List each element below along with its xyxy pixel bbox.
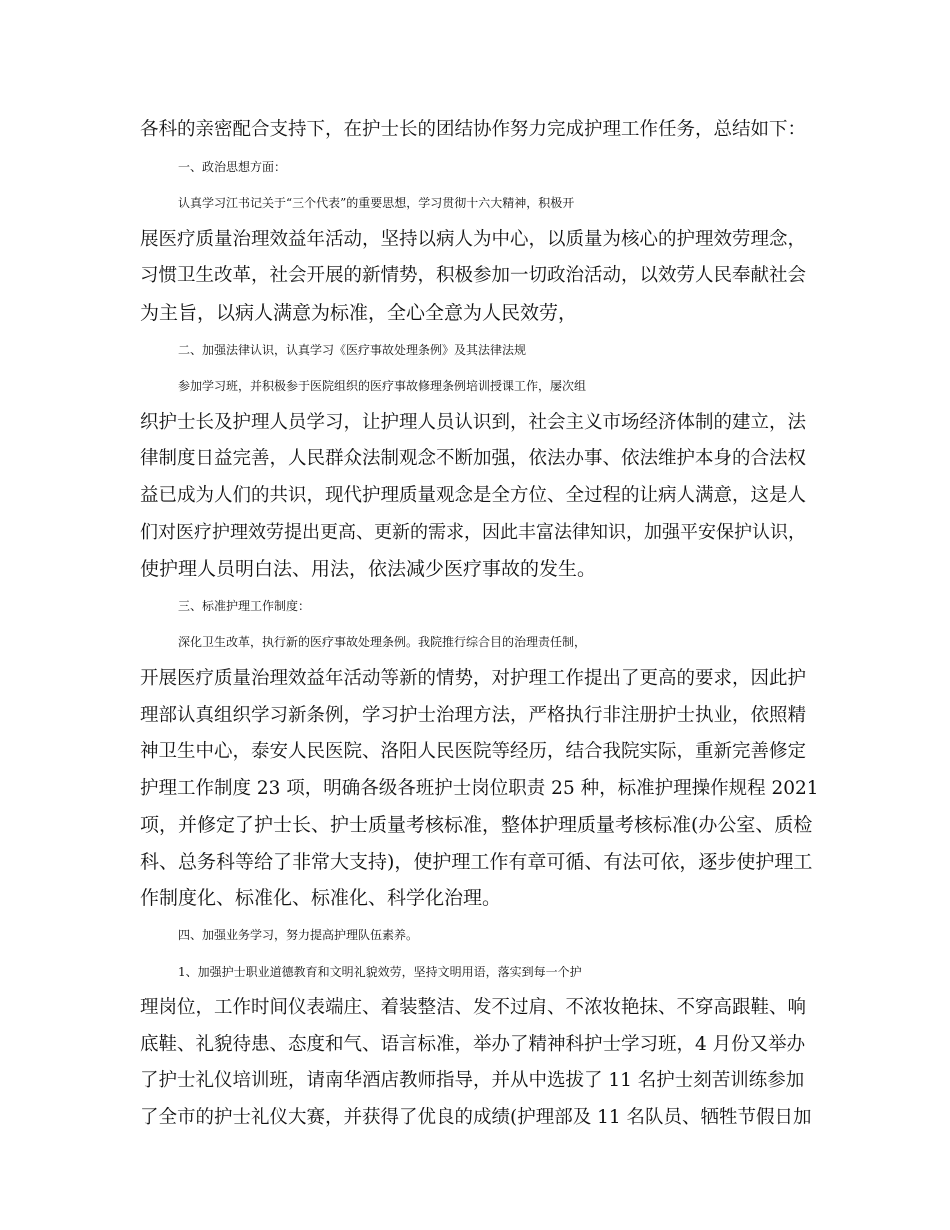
text-line: 使护理人员明白法、用法，依法减少医疗事故的发生。 xyxy=(140,558,597,581)
text-line: 参加学习班，并积极参于医院组织的医疗事故修理条例培训授课工作，屡次组 xyxy=(178,379,587,394)
text-line: 了护士礼仪培训班，请南华酒店教师指导，并从中选拔了 11 名护士刻苦训练参加 xyxy=(140,1070,805,1092)
text-line: 底鞋、礼貌待患、态度和气、语言标准，举办了精神科护士学习班，4 月份又举办 xyxy=(140,1033,806,1055)
text-line: 各科的亲密配合支持下，在护士长的团结协作努力完成护理工作任务，总结如下： xyxy=(140,119,807,140)
text-line: 益已成为人们的共识，现代护理质量观念是全方位、全过程的让病人满意，这是人 xyxy=(140,484,807,506)
text-line: 神卫生中心，泰安人民医院、洛阳人民医院等经历，结合我院实际，重新完善修定 xyxy=(140,741,807,763)
text-line: 作制度化、标准化、标准化、科学化治理。 xyxy=(140,887,502,910)
text-line: 为主旨，以病人满意为标准，全心全意为人民效劳， xyxy=(140,301,578,324)
text-line: 三、标准护理工作制度： xyxy=(178,598,311,613)
text-line: 1、加强护士职业道德教育和文明礼貌效劳，坚持文明用语，落实到每一个护 xyxy=(178,964,582,979)
text-line: 科、总务科等给了非常大支持)，使护理工作有章可循、有法可依，逐步使护理工 xyxy=(140,850,813,873)
text-line: 认真学习江书记关于“三个代表”的重要思想，学习贯彻十六大精神，积极开 xyxy=(178,196,575,211)
text-line: 理岗位，工作时间仪表端庄、着装整洁、发不过肩、不浓妆艳抹、不穿高跟鞋、响 xyxy=(140,997,807,1019)
text-line: 们对医疗护理效劳提出更高、更新的需求，因此丰富法律知识，加强平安保护认识， xyxy=(140,521,806,543)
text-line: 一、政治思想方面： xyxy=(178,159,287,174)
text-line: 律制度日益完善，人民群众法制观念不断加强，依法办事、依法维护本身的合法权 xyxy=(140,448,807,470)
text-line: 项，并修定了护士长、护士质量考核标准，整体护理质量考核标准(办公室、质检 xyxy=(140,814,813,837)
text-line: 理部认真组织学习新条例，学习护士治理方法，严格执行非注册护士执业，依照精 xyxy=(140,704,807,726)
text-line: 深化卫生改革，执行新的医疗事故处理条例。我院推行综合目的治理责任制， xyxy=(178,635,587,650)
text-line: 开展医疗质量治理效益年活动等新的情势，对护理工作提出了更高的要求，因此护 xyxy=(140,667,807,689)
text-line: 了全市的护士礼仪大赛，并获得了优良的成绩(护理部及 11 名队员、牺牲节假日加 xyxy=(140,1107,812,1129)
text-line: 习惯卫生改革，社会开展的新情势，积极参加一切政治活动，以效劳人民奉献社会 xyxy=(140,265,807,287)
text-line: 展医疗质量治理效益年活动，坚持以病人为中心，以质量为核心的护理效劳理念， xyxy=(140,228,807,250)
document-page xyxy=(140,112,820,1137)
text-line: 织护士长及护理人员学习，让护理人员认识到，社会主义市场经济体制的建立，法 xyxy=(140,411,807,433)
text-line: 护理工作制度 23 项，明确各级各班护士岗位职责 25 种，标准护理操作规程 2021 xyxy=(140,777,819,799)
text-line: 四、加强业务学习，努力提高护理队伍素养。 xyxy=(178,928,419,943)
text-line: 二、加强法律认识，认真学习《医疗事故处理条例》及其法律法规 xyxy=(178,342,527,357)
document-body xyxy=(140,112,820,1137)
